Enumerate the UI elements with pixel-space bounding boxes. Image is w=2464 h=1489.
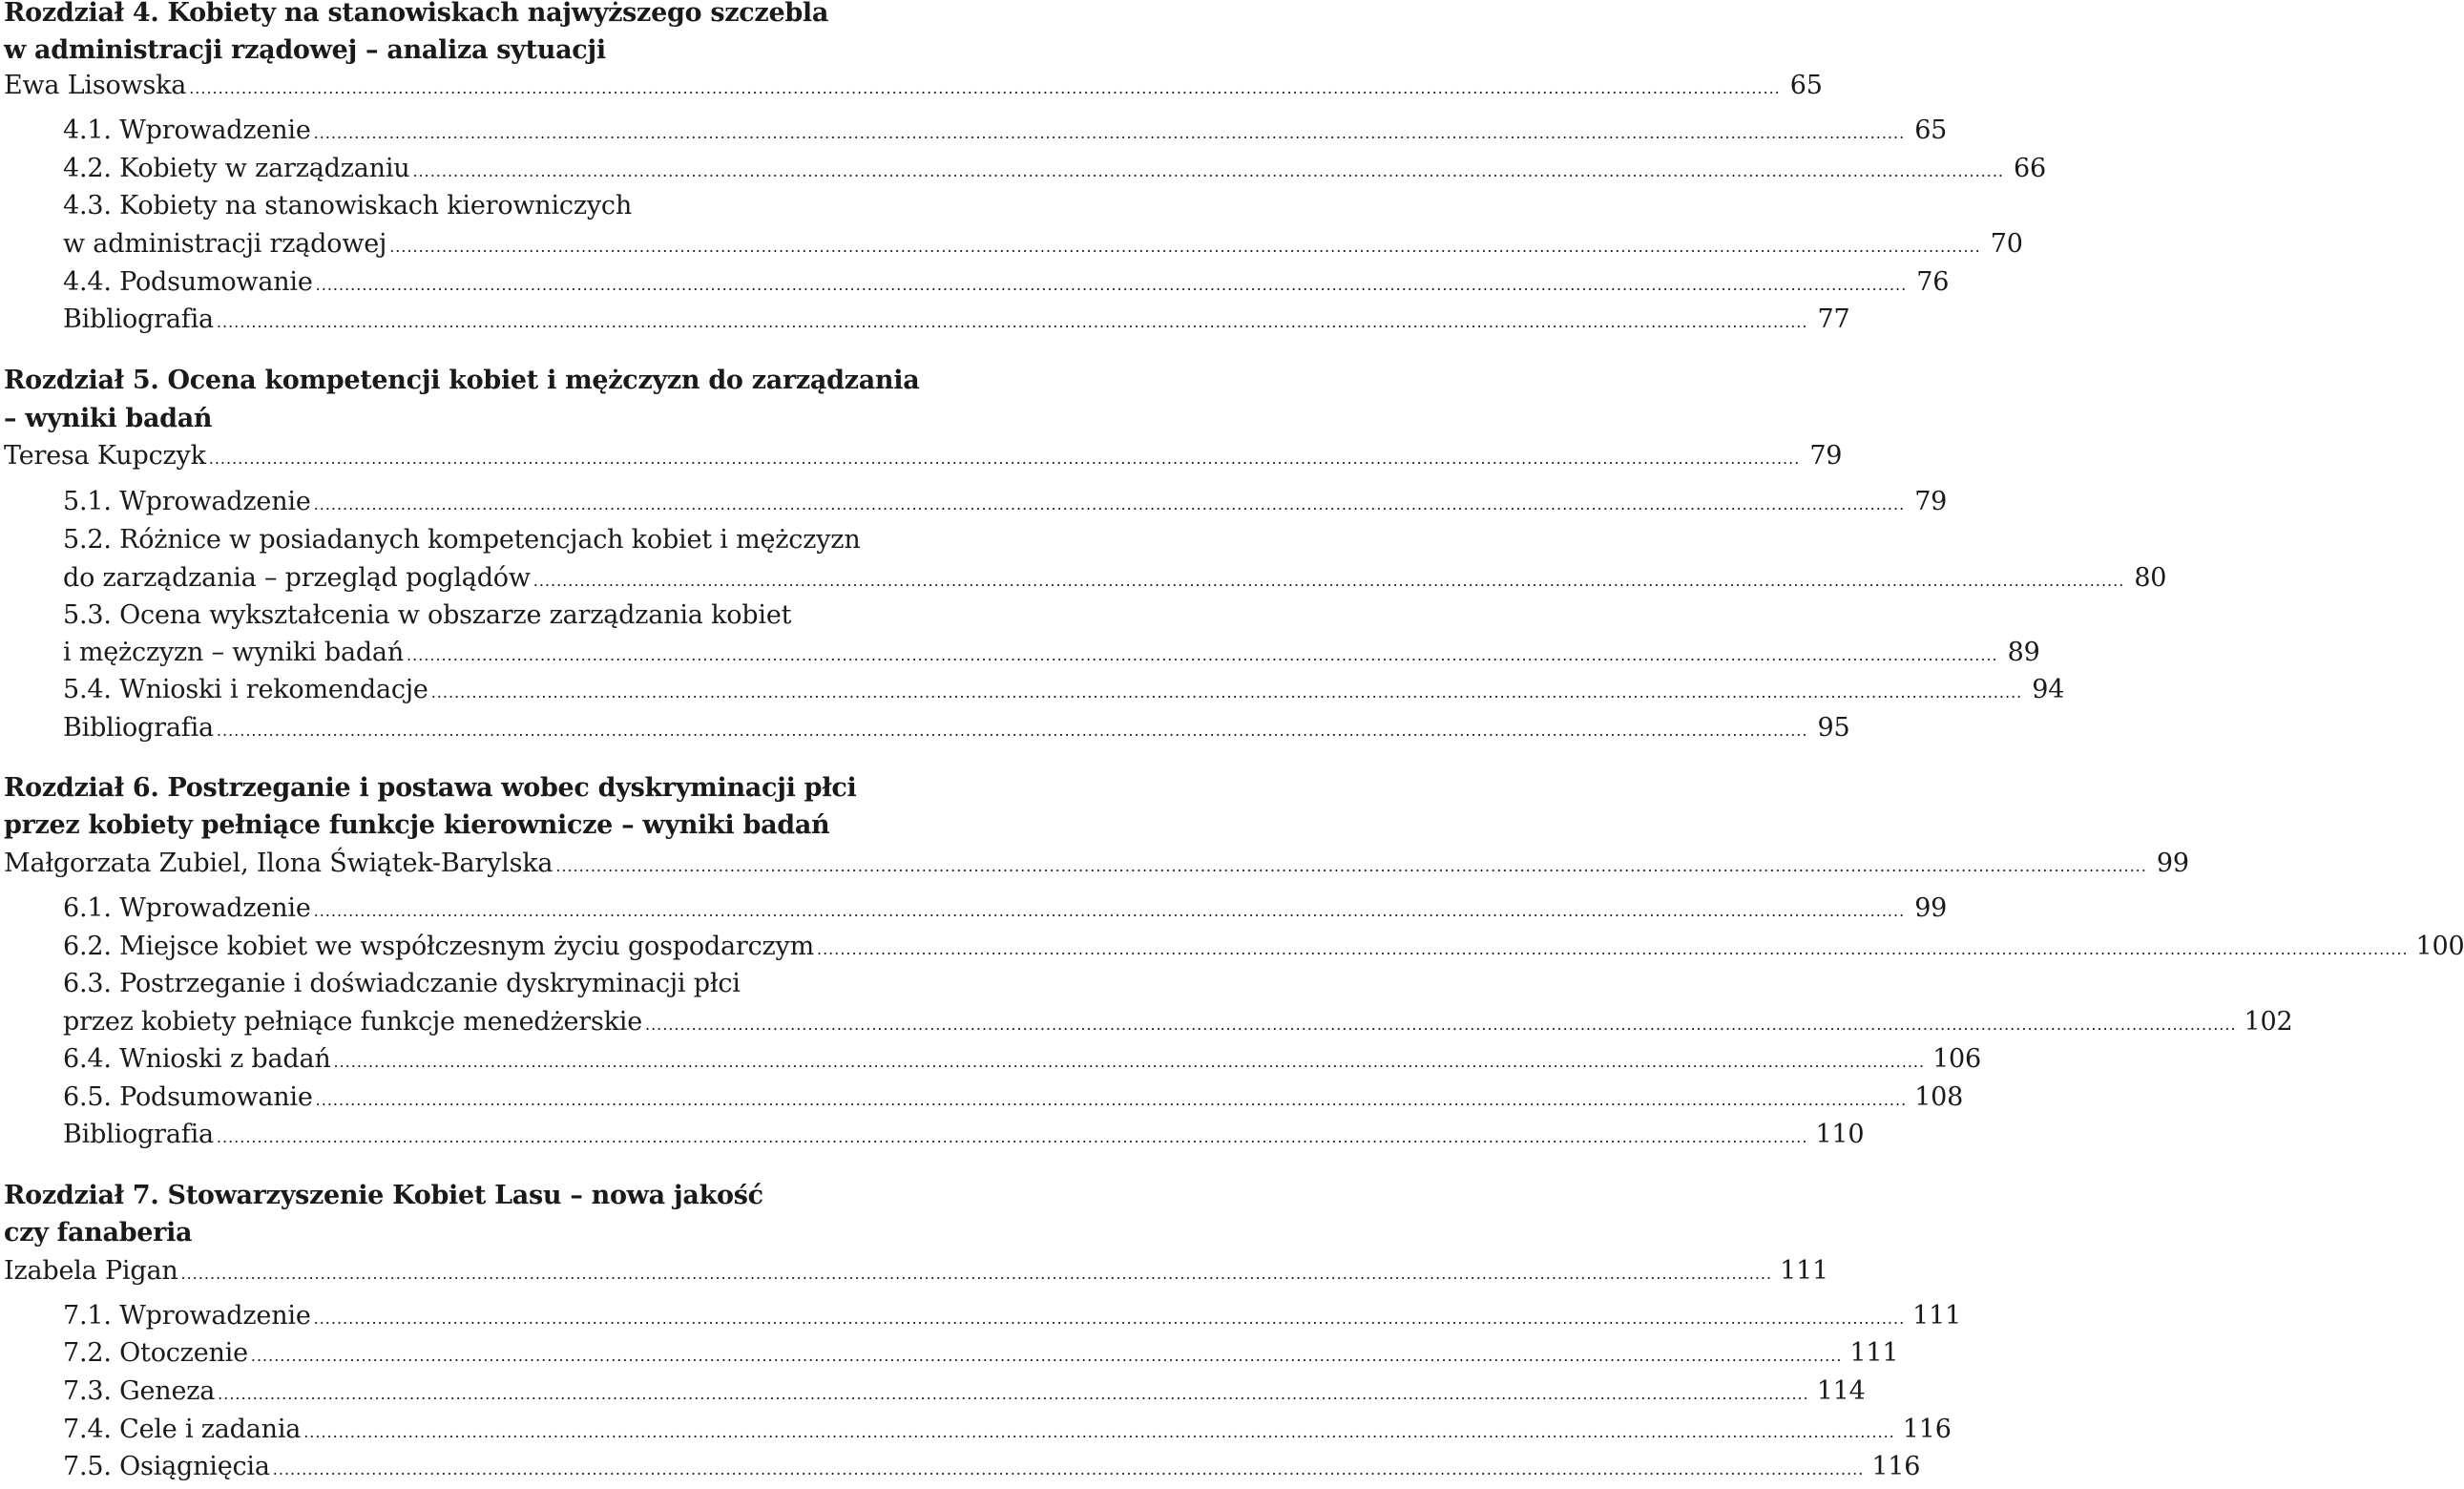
dot-leader: [316, 266, 1908, 304]
page-number: 116: [1871, 1452, 1921, 1481]
toc-entry[interactable]: [63, 301, 1850, 339]
toc-entry[interactable]: [63, 1116, 1865, 1154]
section-title: 6.1. Wprowadzenie: [63, 893, 311, 923]
toc-entry[interactable]: [63, 1448, 1921, 1486]
author-name: Teresa Kupczyk: [4, 441, 206, 471]
author-name: Ewa Lisowska: [4, 71, 187, 100]
dot-leader: [217, 1119, 1808, 1157]
dot-leader: [303, 1414, 1895, 1452]
chapter-title: Rozdział 4. Kobiety na stanowiskach najwyższego szczebla: [4, 0, 829, 28]
section-title-line[interactable]: 4.3. Kobiety na stanowiskach kierowniczych: [63, 191, 633, 220]
page-number: 95: [1817, 713, 1850, 743]
section-title: 7.5. Osiągnięcia: [63, 1452, 270, 1481]
page-number: 116: [1902, 1415, 1952, 1444]
dot-leader: [334, 1043, 1926, 1081]
toc-entry[interactable]: [63, 559, 2167, 598]
page-number: 108: [1914, 1082, 1964, 1112]
section-title-line[interactable]: 5.3. Ocena wykształcenia w obszarze zarządzania kobiet: [63, 600, 792, 630]
dot-leader: [645, 1006, 2237, 1044]
section-title: 7.2. Otoczenie: [63, 1338, 248, 1368]
section-title: 4.4. Podsumowanie: [63, 267, 313, 297]
toc-entry-author[interactable]: [4, 845, 2189, 883]
toc-entry[interactable]: [63, 1334, 1899, 1373]
section-title-line[interactable]: 5.2. Różnice w posiadanych kompetencjach kobiet i mężczyzn: [63, 525, 861, 555]
section-title: 7.1. Wprowadzenie: [63, 1301, 311, 1331]
toc-entry[interactable]: [63, 1297, 1962, 1335]
section-title-line[interactable]: 6.3. Postrzeganie i doświadczanie dyskryminacji płci: [63, 969, 741, 998]
section-title: w administracji rządowej: [63, 229, 387, 259]
toc-entry[interactable]: [63, 890, 1948, 928]
dot-leader: [217, 712, 1808, 750]
chapter-title: Rozdział 5. Ocena kompetencji kobiet i mężczyzn do zarządzania: [4, 366, 920, 395]
toc-entry[interactable]: [63, 1373, 1866, 1411]
toc-entry-author[interactable]: [4, 437, 1843, 475]
page-number: 80: [2134, 563, 2167, 593]
page-number: 79: [1809, 441, 1843, 471]
page-number: 111: [1780, 1256, 1829, 1286]
toc-entry[interactable]: [63, 671, 2065, 709]
toc-entry[interactable]: [63, 263, 1950, 302]
chapter-title: Rozdział 7. Stowarzyszenie Kobiet Lasu – nowa jakość: [4, 1181, 763, 1210]
section-title: Bibliografia: [63, 1120, 214, 1149]
dot-leader: [273, 1451, 1865, 1489]
dot-leader: [314, 486, 1906, 524]
dot-leader: [817, 931, 2409, 969]
section-title: 5.1. Wprowadzenie: [63, 487, 311, 516]
toc-entry[interactable]: [63, 1411, 1952, 1449]
page-number: 70: [1990, 229, 2023, 259]
dot-leader: [189, 70, 1781, 108]
dot-leader: [316, 1081, 1908, 1120]
section-title: 6.4. Wnioski z badań: [63, 1044, 331, 1074]
toc-entry[interactable]: [63, 112, 1948, 150]
toc-entry[interactable]: [63, 928, 2464, 966]
page-number: 94: [2032, 675, 2065, 704]
dot-leader: [251, 1337, 1843, 1375]
toc-entry[interactable]: [63, 709, 1850, 747]
page-number: 65: [1914, 115, 1948, 145]
page-number: 79: [1914, 487, 1948, 516]
toc-entry[interactable]: [63, 483, 1948, 521]
section-title: 7.4. Cele i zadania: [63, 1415, 302, 1444]
author-name: Małgorzata Zubiel, Ilona Świątek-Barylska: [4, 849, 553, 878]
dot-leader: [407, 637, 1998, 675]
dot-leader: [314, 115, 1906, 153]
dot-leader: [218, 1375, 1809, 1414]
page-number: 89: [2007, 638, 2040, 667]
section-title: i mężczyzn – wyniki badań: [63, 638, 405, 667]
chapter-title: czy fanaberia: [4, 1218, 193, 1248]
page-number: 114: [1816, 1376, 1866, 1406]
section-title: 7.3. Geneza: [63, 1376, 216, 1406]
page-number: 111: [1912, 1301, 1962, 1331]
toc-entry[interactable]: [63, 225, 2023, 263]
toc-entry[interactable]: [63, 1040, 1982, 1079]
toc-entry[interactable]: [63, 634, 2040, 672]
dot-leader: [314, 892, 1906, 931]
dot-leader: [555, 848, 2147, 886]
author-name: Izabela Pigan: [4, 1256, 178, 1286]
section-title: 6.2. Miejsce kobiet we współczesnym życiu gospodarczym: [63, 932, 814, 961]
chapter-title: Rozdział 6. Postrzeganie i postawa wobec dyskryminacji płci: [4, 773, 857, 803]
page-number: 66: [2014, 154, 2046, 183]
section-title: 6.5. Podsumowanie: [63, 1082, 313, 1112]
page-number: 65: [1789, 71, 1823, 100]
page-number: 110: [1815, 1120, 1865, 1149]
dot-leader: [217, 304, 1808, 342]
dot-leader: [533, 562, 2125, 600]
section-title: przez kobiety pełniące funkcje menedżerskie: [63, 1007, 642, 1037]
toc-entry[interactable]: [63, 150, 2046, 188]
page-number: 99: [2156, 849, 2189, 878]
section-title: 5.4. Wnioski i rekomendacje: [63, 675, 428, 704]
page-number: 106: [1932, 1044, 1982, 1074]
dot-leader: [412, 153, 2004, 191]
page-number: 111: [1849, 1338, 1899, 1368]
section-title: do zarządzania – przegląd poglądów: [63, 563, 531, 593]
page-number: 77: [1817, 304, 1850, 334]
chapter-title: w administracji rządowej – analiza sytuacji: [4, 35, 606, 65]
chapter-title: – wyniki badań: [4, 404, 213, 433]
dot-leader: [314, 1300, 1906, 1338]
section-title: 4.2. Kobiety w zarządzaniu: [63, 154, 410, 183]
toc-entry-author[interactable]: [4, 67, 1823, 105]
page-number: 99: [1914, 893, 1948, 923]
section-title: Bibliografia: [63, 304, 214, 334]
dot-leader: [181, 1255, 1773, 1293]
dot-leader: [431, 674, 2023, 712]
section-title: 4.1. Wprowadzenie: [63, 115, 311, 145]
page-number: 100: [2415, 932, 2464, 961]
toc-entry[interactable]: [63, 1079, 1964, 1117]
toc-entry[interactable]: [63, 1003, 2293, 1041]
section-title: Bibliografia: [63, 713, 214, 743]
dot-leader: [389, 228, 1981, 266]
dot-leader: [209, 440, 1801, 478]
page-number: 76: [1916, 267, 1950, 297]
chapter-title: przez kobiety pełniące funkcje kierownicze – wyniki badań: [4, 810, 830, 840]
toc-entry-author[interactable]: [4, 1252, 1829, 1290]
page-number: 102: [2244, 1007, 2293, 1037]
